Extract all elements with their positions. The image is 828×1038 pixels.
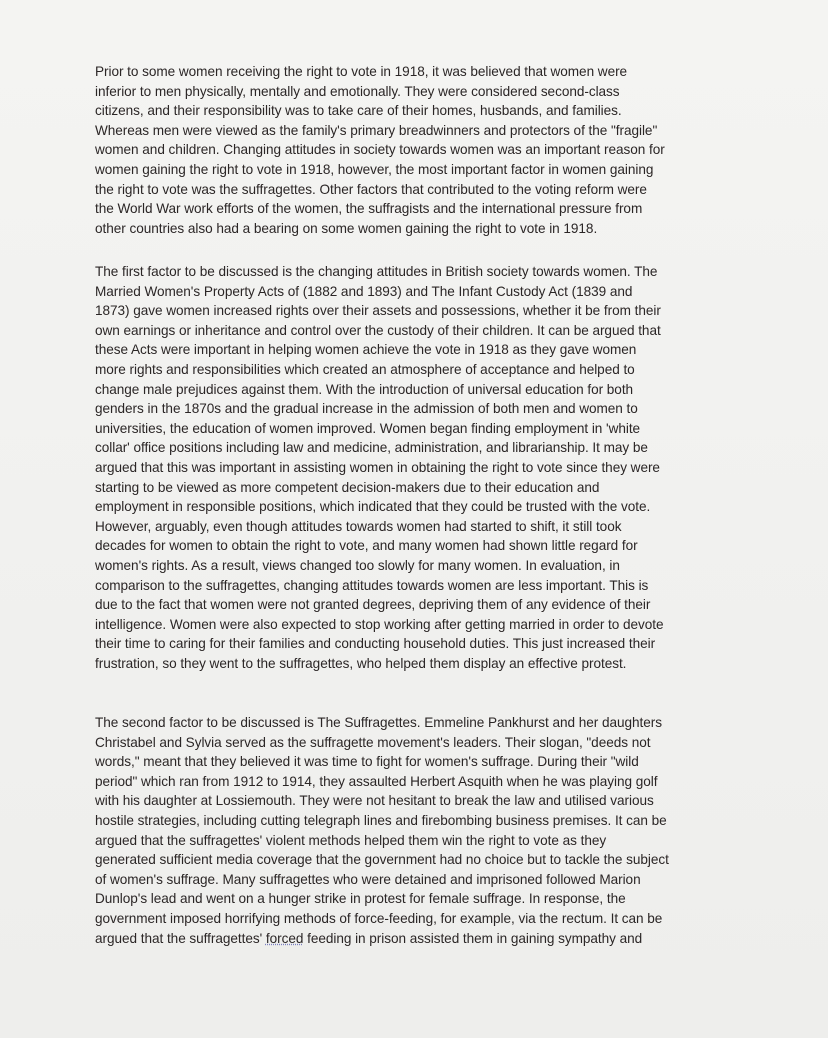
text-line: the World War work efforts of the women, the suffragists and the international pressure from <box>95 201 643 217</box>
text-line: decades for women to obtain the right to vote, and many women had shown little regard for <box>95 538 638 554</box>
text-line: Whereas men were viewed as the family's primary breadwinners and protectors of the "fragile" <box>95 122 658 138</box>
text-line: Christabel and Sylvia served as the suffragette movement's leaders. Their slogan, "deeds not <box>95 734 651 750</box>
text-line: of women's suffrage. Many suffragettes who were detained and imprisoned followed Marion <box>95 871 641 887</box>
text-line: government imposed horrifying methods of force-feeding, for example, via the rectum. It can be <box>95 910 663 926</box>
text-line: argued that the suffragettes' forced feeding in prison assisted them in gaining sympathy and <box>95 930 643 946</box>
text-line: the right to vote was the suffragettes. Other factors that contributed to the voting reform were <box>95 181 647 197</box>
text-line: women gaining the right to vote in 1918, however, the most important factor in women gaining <box>95 161 654 177</box>
text-line: other countries also had a bearing on some women gaining the right to vote in 1918. <box>95 220 598 236</box>
text-line: hostile strategies, including cutting telegraph lines and firebombing business premises. It can be <box>95 812 667 828</box>
text-line: 1873) gave women increased rights over their assets and possessions, whether it be from their <box>95 303 661 319</box>
text-line: universities, the education of women improved. Women began finding employment in 'white <box>95 420 641 436</box>
paragraph-introduction <box>95 62 755 238</box>
text-line: these Acts were important in helping women achieve the vote in 1918 as they gave women <box>95 342 637 358</box>
text-line: argued that this was important in assisting women in obtaining the right to vote since they were <box>95 459 660 475</box>
text-line: Prior to some women receiving the right to vote in 1918, it was believed that women were <box>95 64 628 79</box>
text-line: citizens, and their responsibility was to take care of their homes, husbands, and families. <box>95 103 622 119</box>
text-line: words," meant that they believed it was time to fight for women's suffrage. During their "wild <box>95 754 639 770</box>
text-line: Dunlop's lead and went on a hunger strike in protest for female suffrage. In response, the <box>95 891 626 907</box>
text-line: women's rights. As a result, views changed too slowly for many women. In evaluation, in <box>95 557 620 573</box>
text-line: However, arguably, even though attitudes towards women had started to shift, it still took <box>95 518 622 534</box>
text-line: generated sufficient media coverage that the government had no choice but to tackle the subject <box>95 852 669 868</box>
text-line: comparison to the suffragettes, changing attitudes towards women are less important. This is <box>95 577 649 593</box>
text-line: due to the fact that women were not granted degrees, depriving them of any evidence of their <box>95 597 651 613</box>
text-line: period" which ran from 1912 to 1914, they assaulted Herbert Asquith when he was playing golf <box>95 773 658 789</box>
text-line: starting to be viewed as more competent decision-makers due to their education and <box>95 479 600 495</box>
text-line: change male prejudices against them. With the introduction of universal education for both <box>95 381 634 397</box>
text-line: intelligence. Women were also expected to stop working after getting married in order to devote <box>95 616 664 632</box>
text-line: The first factor to be discussed is the changing attitudes in British society towards women. The <box>95 264 658 279</box>
text-line: with his daughter at Lossiemouth. They were not hesitant to break the law and utilised various <box>95 793 654 809</box>
text-line: argued that the suffragettes' violent methods helped them win the right to vote as they <box>95 832 607 848</box>
text-line: their time to caring for their families and conducting household duties. This just increased their <box>95 636 656 652</box>
text-line: more rights and responsibilities which created an atmosphere of acceptance and helped to <box>95 361 635 377</box>
text-line: Married Women's Property Acts of (1882 and 1893) and The Infant Custody Act (1839 and <box>95 283 633 299</box>
text-line: inferior to men physically, mentally and emotionally. They were considered second-class <box>95 83 620 99</box>
text-line: women and children. Changing attitudes in society towards women was an important reason for <box>95 142 665 158</box>
text-line: The second factor to be discussed is The Suffragettes. Emmeline Pankhurst and her daughters <box>95 715 662 730</box>
paragraph-suffragettes <box>95 713 755 948</box>
paragraph-changing-attitudes <box>95 262 755 673</box>
text-line: genders in the 1870s and the gradual increase in the admission of both men and women to <box>95 401 638 417</box>
text-line: frustration, so they went to the suffragettes, who helped them display an effective protest. <box>95 655 627 671</box>
text-line: own earnings or inheritance and control over the custody of their children. It can be argued that <box>95 322 661 338</box>
spellcheck-underlined-word: forced <box>265 930 304 946</box>
text-line: collar' office positions including law and medicine, administration, and librarianship. It may be <box>95 440 648 456</box>
text-line: employment in responsible positions, which indicated that they could be trusted with the vote. <box>95 499 651 515</box>
